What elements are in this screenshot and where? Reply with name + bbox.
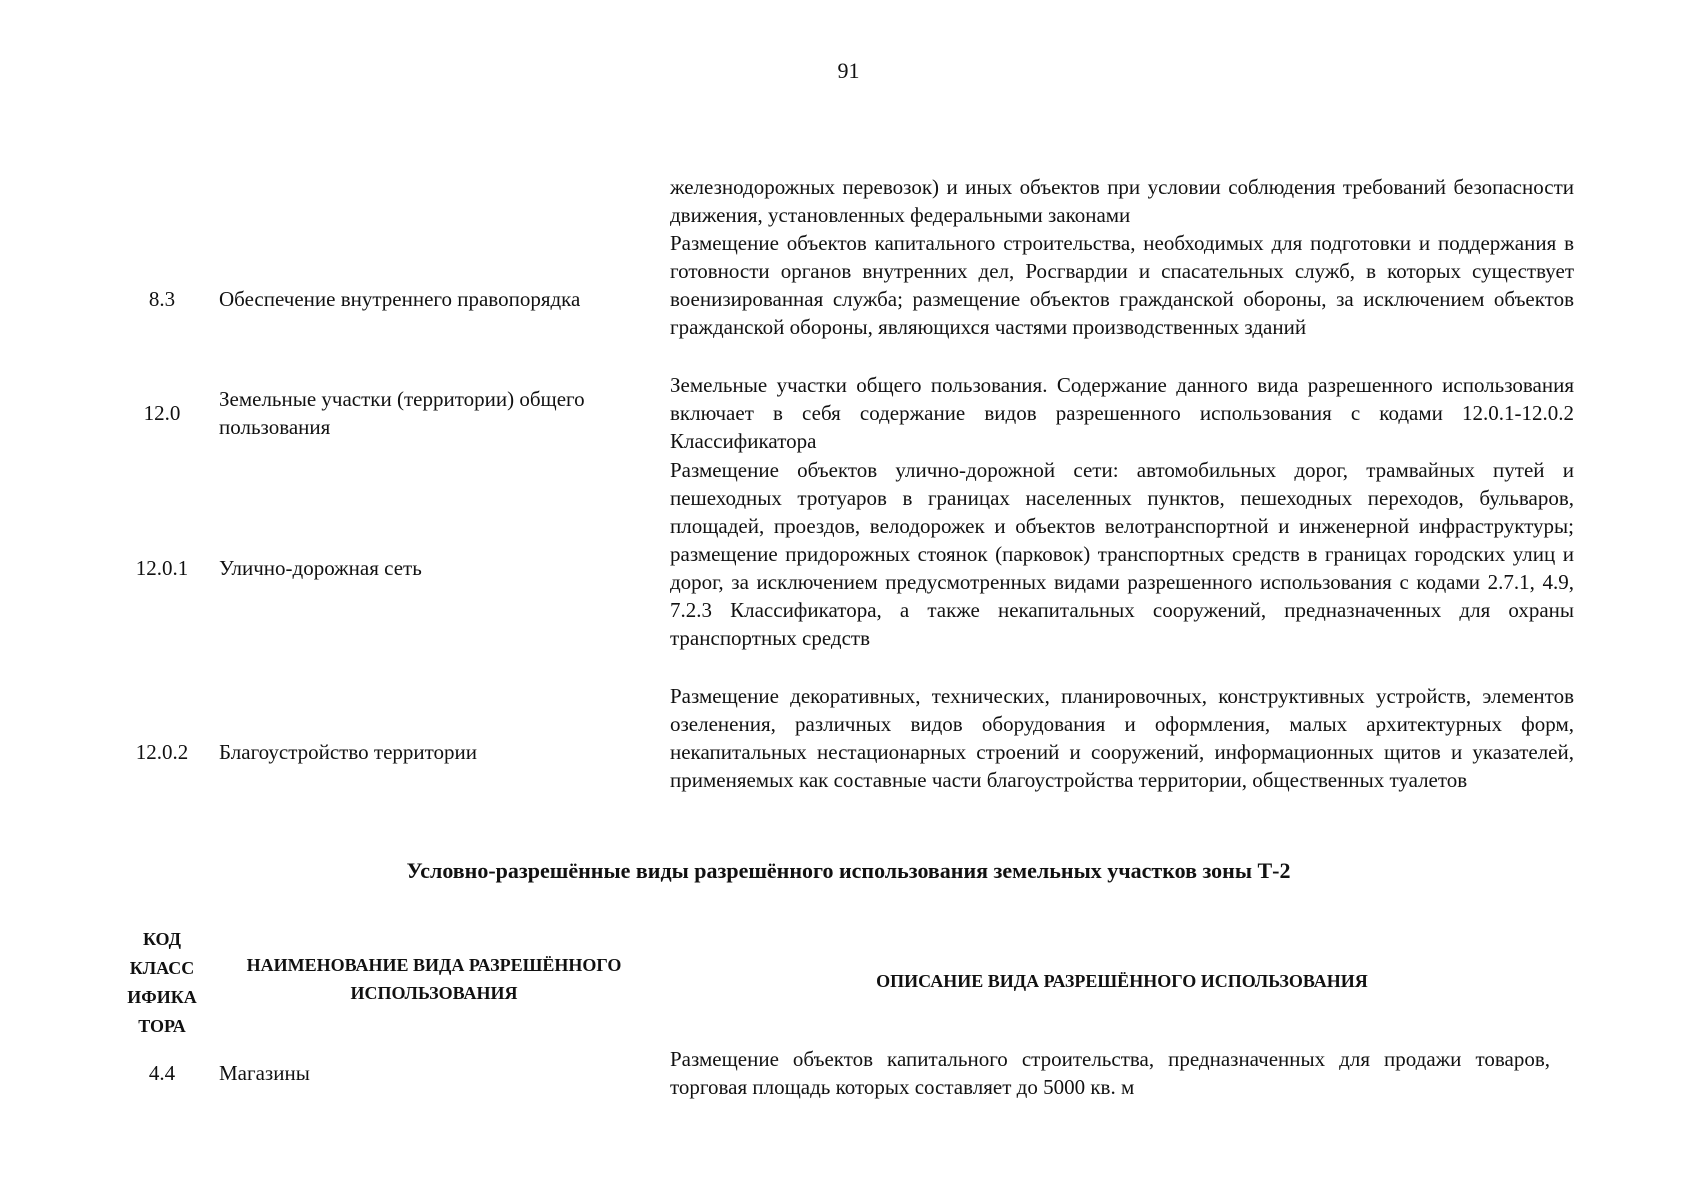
row-name: Благоустройство территории [219, 740, 477, 764]
header-code-line: ИФИКА [127, 987, 197, 1007]
row-code: 8.3 [148, 287, 176, 311]
row-description: железнодорожных перевозок) и иных объектов при условии соблюдения требований безопасности движения, установленных федеральными законами [670, 175, 1574, 227]
header-code-line: ТОРА [138, 1016, 186, 1036]
page-number: 91 [837, 58, 860, 83]
row-name: Обеспечение внутреннего правопорядка [219, 287, 581, 311]
row-name: Улично-дорожная сеть [219, 556, 422, 580]
header-code [118, 925, 206, 1041]
row-code: 12.0.1 [135, 556, 189, 580]
section-title: Условно-разрешённые виды разрешённого использования земельных участков зоны Т-2 [406, 858, 1291, 883]
header-code-line: КОД [142, 929, 182, 949]
header-name: НАИМЕНОВАНИЕ ВИДА РАЗРЕШЁННОГО ИСПОЛЬЗОВАНИЯ [246, 955, 622, 1003]
row-code: 12.0 [143, 401, 181, 425]
row-description: Размещение декоративных, технических, планировочных, конструктивных устройств, элементов озеленения, различных видов оборудования и оформления, малых архитектурных форм, некапитальных нестационарных строений и сооружений, информационных щитов и указателей, применяемых как составные части благоустройства территории, общественных туалетов [670, 684, 1574, 792]
row-description: Земельные участки общего пользования. Содержание данного вида разрешенного использования включает в себя содержание видов разрешенного использования с кодами 12.0.1-12.0.2 Классификатора [670, 373, 1574, 453]
row-name: Земельные участки (территории) общего пользования [219, 387, 585, 439]
header-description: ОПИСАНИЕ ВИДА РАЗРЕШЁННОГО ИСПОЛЬЗОВАНИЯ [876, 971, 1368, 991]
row-code: 4.4 [148, 1061, 176, 1085]
row-description: Размещение объектов капитального строительства, необходимых для подготовки и поддержания в готовности органов внутренних дел, Росгвардии и спасательных служб, в которых существует военизированная служба; размещение объектов гражданской обороны, за исключением объектов гражданской обороны, являющихся частями производственных зданий [670, 231, 1574, 339]
row-code: 12.0.2 [135, 740, 189, 764]
row-description: Размещение объектов капитального строительства, предназначенных для продажи товаров, торговая площадь которых составляет до 5000 кв. м [670, 1047, 1550, 1099]
header-code-line: КЛАСС [129, 958, 195, 978]
row-description: Размещение объектов улично-дорожной сети: автомобильных дорог, трамвайных путей и пешеходных тротуаров в границах населенных пунктов, пешеходных переходов, бульваров, площадей, проездов, велодорожек и объектов велотранспортной и инженерной инфраструктуры; размещение придорожных стоянок (парковок) транспортных средств в границах городских улиц и дорог, за исключением предусмотренных видами разрешенного использования с кодами 2.7.1, 4.9, 7.2.3 Классификатора, а также некапитальных сооружений, предназначенных для охраны транспортных средств [670, 458, 1574, 650]
row-name: Магазины [219, 1061, 310, 1085]
